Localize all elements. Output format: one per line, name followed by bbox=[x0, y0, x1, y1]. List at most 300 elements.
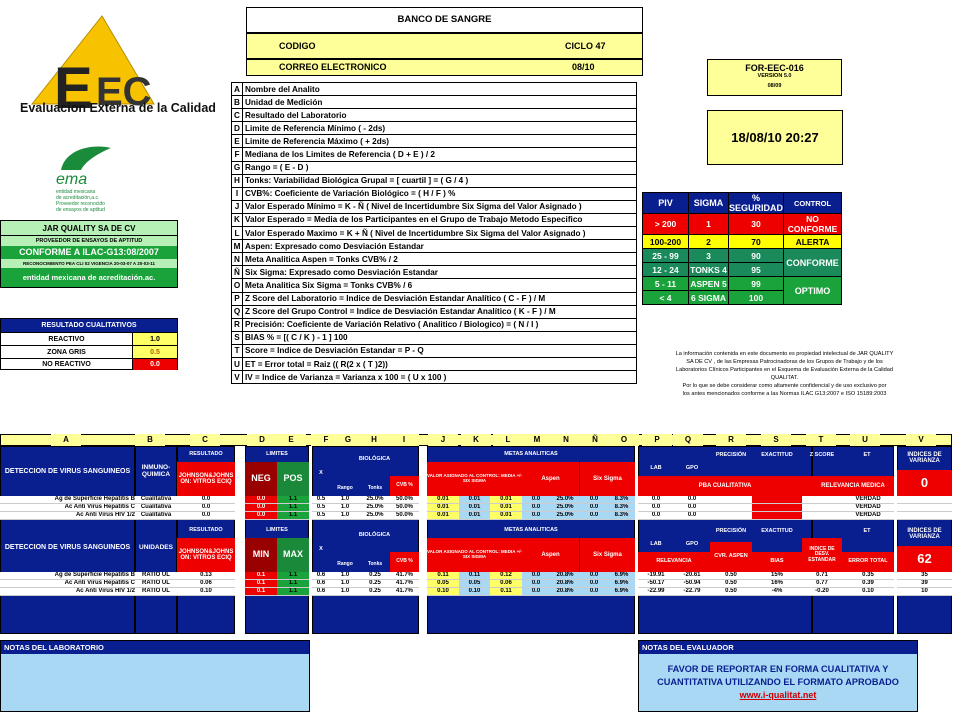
legend-key: H bbox=[232, 174, 243, 187]
t2-cell: 0.39 bbox=[842, 580, 894, 588]
t1-min-label: NEG bbox=[245, 462, 277, 496]
t1-cell bbox=[710, 496, 752, 504]
col-letter-16: P bbox=[642, 434, 672, 446]
t1-cell: 25.0% bbox=[550, 504, 580, 512]
jar-box bbox=[0, 220, 178, 288]
t1-cell bbox=[752, 504, 802, 512]
t1-cell: 8.3% bbox=[608, 504, 635, 512]
t1-prec-label: PRECISIÓN bbox=[715, 452, 747, 459]
t2-et-label: ET bbox=[863, 528, 871, 535]
t2-cell: 41.7% bbox=[390, 572, 419, 580]
legend-text: Unidad de Medición bbox=[243, 96, 637, 109]
col-letter-10: K bbox=[461, 434, 491, 446]
legend-key: Q bbox=[232, 305, 243, 318]
legend-row bbox=[232, 213, 637, 226]
t2-cell: 0.0 bbox=[522, 588, 550, 596]
t2-rel-label: RELEVANCIA bbox=[638, 552, 710, 572]
col-letter-21: U bbox=[850, 434, 880, 446]
disclaimer-line-3: Laboratorios Clínicos Participantes en el Esquema de Evaluación Externa de la Calidad bbox=[675, 367, 894, 374]
t2-bias-label: BIAS bbox=[752, 552, 802, 572]
t2-cell: 0.0 bbox=[580, 572, 608, 580]
legend-text: Valor Esperado Maximo = K + Ñ ( Nivel de Incertidumbre Six Sigma del Valor Asignado ) bbox=[243, 227, 637, 240]
t1-unit: INMUNO-QUIMICA bbox=[141, 464, 171, 478]
ema-name: ema bbox=[56, 171, 88, 188]
eval-notes-box bbox=[638, 640, 918, 712]
t2-valasig-label: VALOR ASIGNADO AL CONTROL: MEDIA +/- SIX SIGMA bbox=[427, 538, 522, 572]
t2-six-label: Six Sigma bbox=[580, 538, 635, 572]
t2-cell: 41.7% bbox=[390, 588, 419, 596]
legend-key: B bbox=[232, 96, 243, 109]
legend-table bbox=[231, 82, 637, 384]
t1-cell: 0.01 bbox=[490, 504, 522, 512]
t2-exac-label: EXACTITUD bbox=[761, 528, 793, 535]
legend-key: I bbox=[232, 187, 243, 200]
codigo-row bbox=[246, 33, 643, 59]
legend-key: N bbox=[232, 253, 243, 266]
ctrl-sigma-4: TONKS 4 bbox=[690, 264, 727, 275]
t1-lab-label: LAB bbox=[650, 465, 662, 472]
form-code: FOR-EEC-016 bbox=[745, 63, 804, 73]
t2-cell: 41.7% bbox=[390, 580, 419, 588]
t1-rel-label: RELEVANCIA MEDICA bbox=[812, 476, 894, 496]
t1-valasig-label: VALOR ASIGNADO AL CONTROL: MEDIA +/- SIX SIGMA bbox=[427, 462, 522, 496]
ctrl-piv-5: 5 - 11 bbox=[643, 277, 689, 291]
lab-notes-title: NOTAS DEL LABORATORIO bbox=[1, 641, 309, 654]
t1-cell: 0.0 bbox=[674, 496, 710, 504]
t2-cell: 1.1 bbox=[277, 580, 309, 588]
legend-text: Meta Analitica Aspen = Tonks CVB% / 2 bbox=[243, 253, 637, 266]
t2-cell: 0.10 bbox=[427, 588, 459, 596]
col-letter-9: J bbox=[428, 434, 458, 446]
t2-cell: 0.0 bbox=[522, 572, 550, 580]
t1-cell: 0.0 bbox=[580, 496, 608, 504]
t2-cell: 0.6 bbox=[312, 580, 330, 588]
t1-cell: 0.01 bbox=[459, 496, 490, 504]
t1-cell: VERDAD bbox=[842, 496, 894, 504]
legend-row bbox=[232, 357, 637, 370]
ctrl-seg-4: 95 bbox=[729, 263, 784, 277]
ema-line-1: entidad mexicana bbox=[56, 189, 96, 195]
ema-logo bbox=[56, 142, 126, 212]
t2-cell: 0.11 bbox=[490, 588, 522, 596]
t2-cell: -22.79 bbox=[674, 588, 710, 596]
t1-cell: 0.01 bbox=[459, 512, 490, 520]
legend-key: P bbox=[232, 292, 243, 305]
legend-text: Tonks: Variabilidad Biológica Grupal = [ cuartil ] = ( G / 4 ) bbox=[243, 174, 637, 187]
eval-msg-1: FAVOR DE REPORTAR EN FORMA CUALITATIVA Y bbox=[667, 664, 889, 674]
t2-cell: 0.25 bbox=[360, 580, 390, 588]
t1-cell: 0.01 bbox=[427, 496, 459, 504]
t2-cell: 1.1 bbox=[277, 572, 309, 580]
t2-cell: Ac Anti Virus HIV 1/2 bbox=[0, 588, 135, 596]
jar-line-4: RECONOCIMIENTO PEA CLI 02 VIGENCIA 20-03-07 A 20-03-11 bbox=[1, 259, 177, 268]
t2-ide-label: INDICE DE DESV. ESTANDAR bbox=[802, 538, 842, 572]
logo-subtitle: Evaluacion Externa de la Calidad bbox=[20, 101, 216, 115]
t1-cell: Ac Anti Virus HIV 1/2 bbox=[0, 512, 135, 520]
col-letter-6: G bbox=[333, 434, 363, 446]
ctrl-piv-4: 12 - 24 bbox=[643, 263, 689, 277]
t2-cell: 0.13 bbox=[177, 572, 235, 580]
ctrl-h-ctrl: CONTROL bbox=[784, 193, 842, 214]
col-letter-8: I bbox=[389, 434, 419, 446]
t2-aspen-label: Aspen bbox=[522, 538, 579, 572]
legend-key: S bbox=[232, 331, 243, 344]
t1-pba-label: PBA CUALITATIVA bbox=[638, 476, 812, 496]
t2-unit: UNIDADES bbox=[139, 543, 173, 551]
t1-cell: 0.0 bbox=[638, 504, 674, 512]
t2-cell: -20.61 bbox=[674, 572, 710, 580]
t1-bio-label: BIOLÓGICA bbox=[358, 456, 391, 463]
t2-res-label: RESULTADO bbox=[189, 527, 223, 534]
t1-cell: 8.3% bbox=[608, 512, 635, 520]
t2-cell: -50.17 bbox=[638, 580, 674, 588]
t2-cell: 0.25 bbox=[360, 588, 390, 596]
legend-key: E bbox=[232, 135, 243, 148]
t1-cell bbox=[710, 512, 752, 520]
ctrl-h-piv: PIV bbox=[643, 193, 689, 214]
disclaimer-line-6: los antes mencionados conforme a las Normas ILAC G13:2007 e ISO 15189:2003 bbox=[682, 391, 887, 398]
t2-cell: RATIO UL bbox=[135, 580, 177, 588]
ciclo-value: CICLO 47 bbox=[565, 41, 606, 51]
control-table bbox=[642, 192, 842, 305]
legend-row bbox=[232, 292, 637, 305]
t1-cell: 0.0 bbox=[674, 504, 710, 512]
legend-row bbox=[232, 318, 637, 331]
t2-cell: 0.50 bbox=[710, 580, 752, 588]
t2-cell: 1.1 bbox=[277, 588, 309, 596]
col-letter-4: E bbox=[276, 434, 306, 446]
t2-cell: 16% bbox=[752, 580, 802, 588]
t1-cell: 8.3% bbox=[608, 496, 635, 504]
ctrl-ctrl-3: CONFORME bbox=[784, 249, 842, 277]
legend-text: ET = Error total = Raiz (( R(2 x ( T )2)) bbox=[243, 357, 637, 370]
t1-cell: Cualitativa bbox=[135, 496, 177, 504]
t2-cell: -50.94 bbox=[674, 580, 710, 588]
t2-cell: -22.99 bbox=[638, 588, 674, 596]
t1-cell bbox=[752, 496, 802, 504]
t2-x-label: X bbox=[319, 546, 323, 553]
t1-gpo-label: GPO bbox=[685, 465, 699, 472]
col-letter-7: H bbox=[359, 434, 389, 446]
col-letter-14: Ñ bbox=[580, 434, 610, 446]
t1-iv-value: 0 bbox=[897, 470, 952, 496]
legend-row bbox=[232, 122, 637, 135]
jar-title: JAR QUALITY SA DE CV bbox=[1, 221, 177, 236]
jar-line-2: PROVEEDOR DE ENSAYOS DE APTITUD bbox=[1, 236, 177, 246]
ctrl-seg-2: 70 bbox=[729, 235, 784, 249]
col-letter-5: F bbox=[311, 434, 341, 446]
t2-cell: 0.12 bbox=[490, 572, 522, 580]
ctrl-h-sigma: SIGMA bbox=[689, 193, 729, 214]
legend-row bbox=[232, 240, 637, 253]
legend-key: M bbox=[232, 240, 243, 253]
legend-text: CVB%: Coeficiente de Variación Biológico = ( H / F ) % bbox=[243, 187, 637, 200]
t2-cell: Ag de Superficie Hepatitis B bbox=[0, 572, 135, 580]
qual-value-2: 0.5 bbox=[133, 346, 177, 358]
legend-row bbox=[232, 253, 637, 266]
disclaimer bbox=[672, 350, 897, 399]
correo-label: CORREO ELECTRONICO bbox=[279, 62, 387, 72]
legend-text: Meta Analitica Six Sigma = Tonks CVB% / 6 bbox=[243, 279, 637, 292]
t2-cell: -19.91 bbox=[638, 572, 674, 580]
t2-cell: 6.9% bbox=[608, 572, 635, 580]
t2-cell: 0.6 bbox=[312, 572, 330, 580]
t1-cell bbox=[752, 512, 802, 520]
t1-cell: 0.01 bbox=[427, 504, 459, 512]
t1-cell: 0.0 bbox=[177, 504, 235, 512]
legend-row bbox=[232, 266, 637, 279]
t1-cell: 0.0 bbox=[522, 504, 550, 512]
t1-lim-label: LIMITES bbox=[266, 451, 288, 458]
t1-cell: Ac Anti Virus Hepatitis C bbox=[0, 504, 135, 512]
t1-metas-label: METAS ANALITICAS bbox=[504, 451, 558, 458]
t2-cell: RATIO UL bbox=[135, 572, 177, 580]
legend-key: J bbox=[232, 200, 243, 213]
legend-text: Nombre del Analito bbox=[243, 83, 637, 96]
t1-cell: 0.5 bbox=[312, 504, 330, 512]
ctrl-sigma-5: ASPEN 5 bbox=[690, 278, 727, 289]
t1-cell: 0.5 bbox=[312, 512, 330, 520]
t1-cell: 0.0 bbox=[580, 504, 608, 512]
t1-tonks-label: Tonks bbox=[367, 485, 383, 492]
legend-key: D bbox=[232, 122, 243, 135]
t1-x-label: X bbox=[319, 470, 323, 477]
legend-text: Limite de Referencia Máximo ( + 2ds) bbox=[243, 135, 637, 148]
t2-cvb-label: CVB % bbox=[390, 552, 419, 572]
t1-rango-label: Rango bbox=[337, 485, 353, 492]
legend-row bbox=[232, 279, 637, 292]
ctrl-seg-1: 30 bbox=[729, 214, 784, 235]
t1-cell: 0.01 bbox=[490, 496, 522, 504]
t2-cell: 0.10 bbox=[177, 588, 235, 596]
ctrl-sigma-3: 3 bbox=[689, 249, 729, 263]
ctrl-ctrl-5: OPTIMO bbox=[784, 277, 842, 305]
legend-row bbox=[232, 227, 637, 240]
t2-metas-label: METAS ANALITICAS bbox=[504, 527, 558, 534]
t2-cell: 0.11 bbox=[459, 572, 490, 580]
legend-text: BIAS % = [( C / K ) - 1 ] 100 bbox=[243, 331, 637, 344]
qual-value-1: 1.0 bbox=[133, 333, 177, 345]
col-letter-22: V bbox=[906, 434, 936, 446]
legend-row bbox=[232, 161, 637, 174]
col-letter-12: M bbox=[522, 434, 552, 446]
t1-cell: 25.0% bbox=[550, 496, 580, 504]
t2-cell: 0.77 bbox=[802, 580, 842, 588]
qual-box bbox=[0, 318, 178, 370]
legend-key: L bbox=[232, 227, 243, 240]
ctrl-seg-5: 99 bbox=[729, 277, 784, 291]
ema-line-2: de acreditación,a.c. bbox=[56, 195, 100, 201]
ctrl-ctrl-1: NO CONFORME bbox=[784, 214, 842, 235]
disclaimer-line-2: SA DE CV , de las Empresas Patrocinadoras de los Grupos de Trabajo y de los bbox=[686, 359, 883, 366]
t1-cell: Ag de Superficie Hepatitis B bbox=[0, 496, 135, 504]
t1-cell: 0.0 bbox=[580, 512, 608, 520]
ctrl-ctrl-2: ALERTA bbox=[784, 235, 842, 249]
legend-row bbox=[232, 174, 637, 187]
t1-cell: 0.0 bbox=[638, 496, 674, 504]
legend-text: IV = Indice de Varianza = Varianza x 100 = ( U x 100 ) bbox=[243, 371, 637, 384]
t1-cell bbox=[802, 496, 842, 504]
col-letter-20: T bbox=[806, 434, 836, 446]
t2-cell: 0.05 bbox=[459, 580, 490, 588]
t1-cell bbox=[710, 504, 752, 512]
legend-key: G bbox=[232, 161, 243, 174]
t2-gpo-label: GPO bbox=[685, 541, 699, 548]
t1-cell bbox=[897, 504, 952, 512]
t1-cvb-label: CVB % bbox=[390, 476, 419, 496]
legend-text: Limite de Referencia Mínimo ( - 2ds) bbox=[243, 122, 637, 135]
t2-cell: 0.0 bbox=[522, 580, 550, 588]
t2-cell: 1.0 bbox=[330, 588, 360, 596]
legend-key: V bbox=[232, 371, 243, 384]
ctrl-piv-6: < 4 bbox=[643, 291, 689, 305]
legend-text: Aspen: Expresado como Desviación Estandar bbox=[243, 240, 637, 253]
t1-cell: 50.0% bbox=[390, 512, 419, 520]
t2-bio-label: BIOLÓGICA bbox=[358, 532, 391, 539]
form-date: 08/09 bbox=[767, 83, 782, 89]
legend-row bbox=[232, 109, 637, 122]
t2-cell: 6.9% bbox=[608, 588, 635, 596]
t2-cell: -4% bbox=[752, 588, 802, 596]
t1-cell: 0.01 bbox=[427, 512, 459, 520]
t1-res-method: JOHNSON&JOHNS ON: VITROS ECIQ bbox=[177, 462, 235, 496]
qual-label-3: NO REACTIVO bbox=[1, 359, 133, 370]
t2-cell: 0.11 bbox=[427, 572, 459, 580]
t1-cell: 25.0% bbox=[360, 496, 390, 504]
t2-cell: 6.9% bbox=[608, 580, 635, 588]
col-letter-3: D bbox=[247, 434, 277, 446]
lab-notes-box bbox=[0, 640, 310, 712]
qual-label-1: REACTIVO bbox=[1, 333, 133, 345]
t1-title: DETECCION DE VIRUS SANGUINEOS bbox=[4, 468, 131, 476]
qual-label-2: ZONA GRIS bbox=[1, 346, 133, 358]
t2-iv-label: INDICES DE VARIANZA bbox=[907, 527, 942, 540]
disclaimer-line-4: QUALITAT. bbox=[770, 375, 799, 382]
t2-cell: 0.35 bbox=[842, 572, 894, 580]
t1-cell: 1.0 bbox=[330, 496, 360, 504]
t1-cell: 1.1 bbox=[277, 504, 309, 512]
t1-cell: 0.0 bbox=[638, 512, 674, 520]
col-letter-2: C bbox=[190, 434, 220, 446]
t1-cell bbox=[897, 512, 952, 520]
t2-rango-label: Rango bbox=[337, 561, 353, 568]
correo-row bbox=[246, 59, 643, 76]
legend-key: A bbox=[232, 83, 243, 96]
col-letter-1: B bbox=[135, 434, 165, 446]
ctrl-piv-2: 100-200 bbox=[643, 235, 689, 249]
t2-cell: 10 bbox=[897, 588, 952, 596]
t2-cell: 0.1 bbox=[245, 572, 277, 580]
t2-cell: 20.8% bbox=[550, 572, 580, 580]
legend-key: C bbox=[232, 109, 243, 122]
legend-row bbox=[232, 96, 637, 109]
t1-res-label: RESULTADO bbox=[189, 451, 223, 458]
legend-key: O bbox=[232, 279, 243, 292]
legend-key: U bbox=[232, 357, 243, 370]
t2-cell: 20.8% bbox=[550, 580, 580, 588]
disclaimer-line-5: Por lo que se debe considerar como altamente confidencial y de uso exclusivo por bbox=[682, 383, 887, 390]
legend-key: F bbox=[232, 148, 243, 161]
t2-lim-label: LIMITES bbox=[266, 527, 288, 534]
t2-cell: 0.06 bbox=[177, 580, 235, 588]
legend-row bbox=[232, 83, 637, 96]
t1-cell: 0.0 bbox=[177, 512, 235, 520]
t1-cell: 50.0% bbox=[390, 496, 419, 504]
t1-cell bbox=[897, 496, 952, 504]
t1-cell: 1.1 bbox=[277, 512, 309, 520]
legend-text: Valor Esperado = Media de los Participantes en el Grupo de Trabajo Metodo Especifico bbox=[243, 213, 637, 226]
legend-row bbox=[232, 344, 637, 357]
legend-key: T bbox=[232, 344, 243, 357]
t2-cell: 15% bbox=[752, 572, 802, 580]
t1-cell bbox=[802, 504, 842, 512]
t2-cell: 0.0 bbox=[580, 580, 608, 588]
ctrl-h-seg: % SEGURIDAD bbox=[729, 193, 784, 213]
t2-title: DETECCION DE VIRUS SANGUINEOS bbox=[4, 544, 131, 552]
t2-etot-label: ERROR TOTAL bbox=[842, 552, 894, 572]
t1-cell: 0.0 bbox=[245, 496, 277, 504]
logo-e: E bbox=[54, 56, 93, 121]
t1-exac-label: EXACTITUD bbox=[761, 452, 793, 459]
ctrl-seg-3: 90 bbox=[729, 249, 784, 263]
legend-text: Z Score del Grupo Control = Indice de Desviación Estandar Analítico ( K - F ) / M bbox=[243, 305, 637, 318]
t2-cell: 0.50 bbox=[710, 588, 752, 596]
col-letter-0: A bbox=[51, 434, 81, 446]
ema-leaf-icon bbox=[56, 142, 116, 172]
legend-text: Precisión: Coeficiente de Variación Relativo ( Analitico / Biologico) = ( N / I ) bbox=[243, 318, 637, 331]
t1-cell bbox=[802, 512, 842, 520]
ctrl-piv-1: > 200 bbox=[643, 214, 689, 235]
qual-value-3: 0.0 bbox=[133, 359, 177, 370]
legend-key: R bbox=[232, 318, 243, 331]
t2-cell: 0.10 bbox=[842, 588, 894, 596]
t1-aspen-label: Aspen bbox=[522, 462, 579, 496]
t2-cell: Ac Anti Virus Hepatitis C bbox=[0, 580, 135, 588]
codigo-label: CODIGO bbox=[279, 41, 316, 51]
bank-title: BANCO DE SANGRE bbox=[246, 7, 643, 33]
legend-text: Score = Indice de Desviación Estandar = P - Q bbox=[243, 344, 637, 357]
legend-row bbox=[232, 187, 637, 200]
disclaimer-line-1: La información contenida en este documento es propiedad intelectual de JAR QUALITY bbox=[675, 351, 894, 357]
results-grid bbox=[0, 434, 960, 634]
t2-tonks-label: Tonks bbox=[367, 561, 383, 568]
t2-cell: -0.20 bbox=[802, 588, 842, 596]
form-box bbox=[707, 59, 842, 96]
t1-cell: Cualitativa bbox=[135, 512, 177, 520]
eval-notes-title: NOTAS DEL EVALUADOR bbox=[639, 641, 917, 654]
legend-row bbox=[232, 371, 637, 384]
t2-cell: 39 bbox=[897, 580, 952, 588]
t1-cell: Cualitativa bbox=[135, 504, 177, 512]
t2-min-label: MIN bbox=[245, 538, 277, 572]
t1-cell: VERDAD bbox=[842, 504, 894, 512]
t1-cell: 0.0 bbox=[177, 496, 235, 504]
legend-text: Resultado del Laboratorio bbox=[243, 109, 637, 122]
legend-row bbox=[232, 200, 637, 213]
t1-cell: 1.0 bbox=[330, 504, 360, 512]
ctrl-sigma-2: 2 bbox=[689, 235, 729, 249]
timestamp-box: 18/08/10 20:27 bbox=[707, 110, 843, 165]
t2-cell: 35 bbox=[897, 572, 952, 580]
eval-url-link[interactable]: www.i-qualitat.net bbox=[739, 690, 817, 700]
t1-cell: 25.0% bbox=[550, 512, 580, 520]
t1-cell: 0.0 bbox=[674, 512, 710, 520]
legend-text: Six Sigma: Expresado como Desviación Estandar bbox=[243, 266, 637, 279]
col-letter-17: Q bbox=[673, 434, 703, 446]
t1-cell: 0.01 bbox=[459, 504, 490, 512]
legend-row bbox=[232, 148, 637, 161]
t1-cell: 0.0 bbox=[522, 496, 550, 504]
